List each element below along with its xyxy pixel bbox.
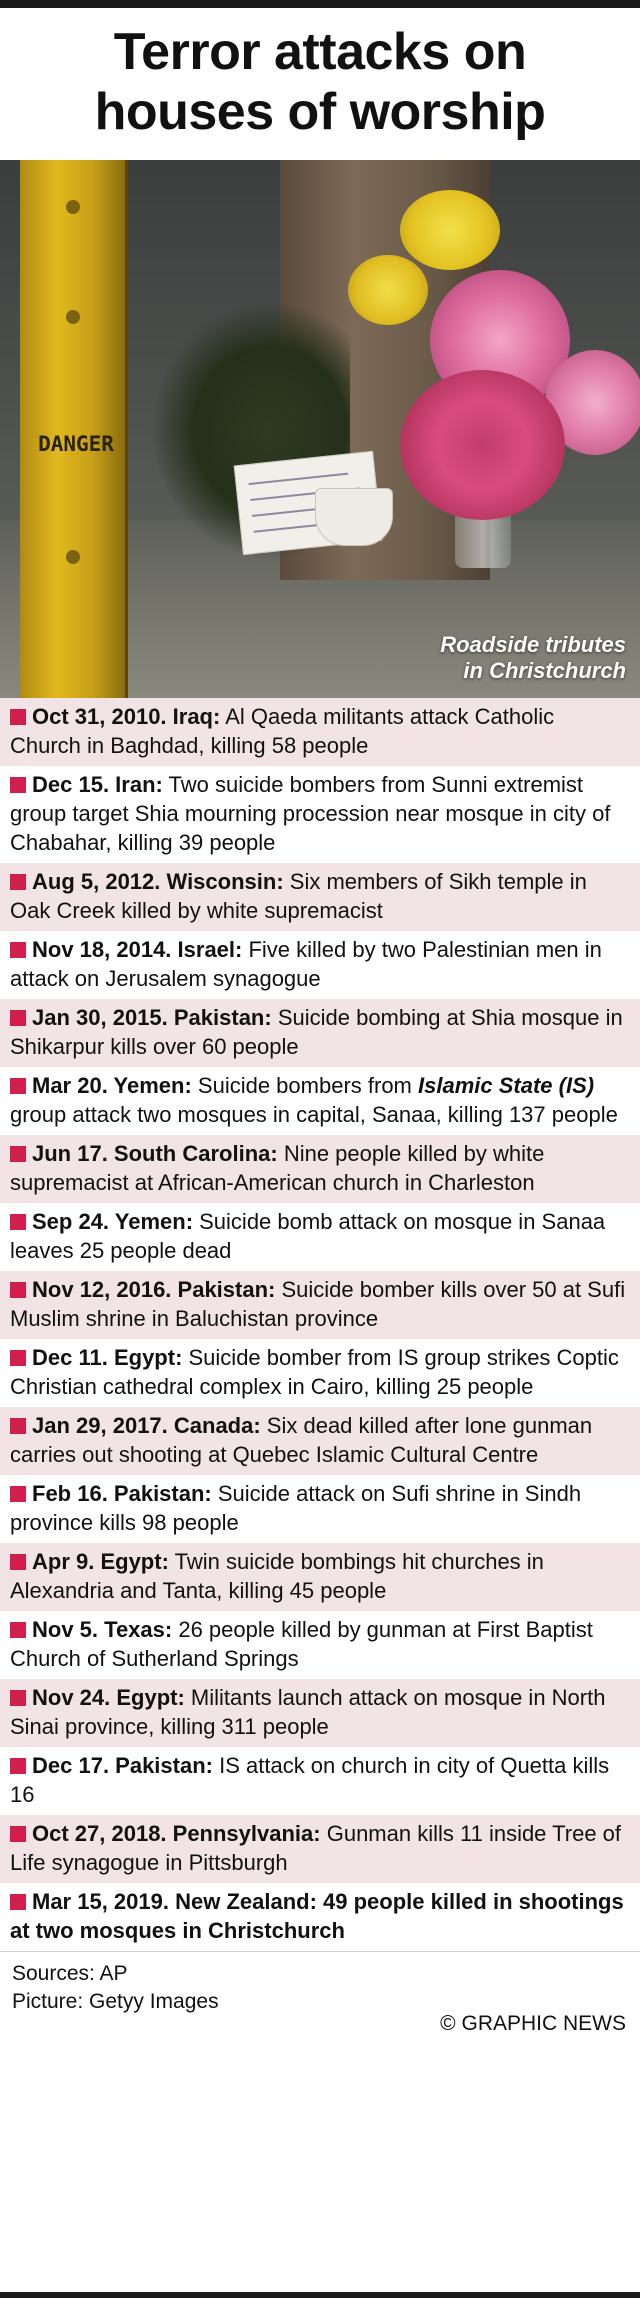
event-description: Suicide attack on Sufi shrine in Sindh province kills 98 people [10, 1481, 582, 1535]
event-description: Suicide bomb attack on mosque in Sanaa leaves 25 people dead [10, 1209, 606, 1263]
event-date-place: Dec 15. Iran: [32, 772, 163, 797]
event-description: Nine people killed by white supremacist at African-American church in Charleston [10, 1141, 545, 1195]
event-date-place: Feb 16. Pakistan: [32, 1481, 212, 1506]
bullet-square-icon [10, 1758, 26, 1774]
event-description: IS attack on church in city of Quetta kills 16 [10, 1753, 610, 1807]
bullet-square-icon [10, 1894, 26, 1910]
event-date-place: Mar 20. Yemen: [32, 1073, 192, 1098]
bullet-square-icon [10, 1146, 26, 1162]
event-description: Suicide bombers from [191, 1073, 418, 1098]
event-date-place: Dec 11. Egypt: [32, 1345, 183, 1370]
event-date-place: Jun 17. South Carolina: [32, 1141, 278, 1166]
bullet-square-icon [10, 1078, 26, 1094]
list-item [0, 931, 640, 999]
event-description: 26 people killed by gunman at First Baptist Church of Sutherland Springs [10, 1617, 593, 1671]
photo-caption: Roadside tributes in Christchurch [440, 632, 626, 683]
bullet-square-icon [10, 874, 26, 890]
event-date-place: Jan 30, 2015. Pakistan: [32, 1005, 272, 1030]
bolt-icon [66, 200, 80, 214]
list-item [0, 1475, 640, 1543]
event-date-place: Nov 5. Texas: [32, 1617, 173, 1642]
bullet-square-icon [10, 942, 26, 958]
event-date-place: Mar 15, 2019. New Zealand: [32, 1889, 317, 1914]
list-item [0, 1611, 640, 1679]
list-item [0, 1815, 640, 1883]
list-item [0, 1135, 640, 1203]
photo-candle-cup [315, 488, 393, 546]
yellow-flower-icon [348, 255, 428, 325]
bullet-square-icon [10, 1486, 26, 1502]
danger-sign-text: DANGER [38, 432, 114, 456]
title-line-2: houses of worship [94, 83, 546, 141]
event-date-place: Oct 27, 2018. Pennsylvania: [32, 1821, 321, 1846]
picture-credit-text: Picture: Getyy Images [12, 1990, 219, 2013]
bolt-icon [66, 310, 80, 324]
event-description: Gunman kills 11 inside Tree of Life synagogue in Pittsburgh [10, 1821, 622, 1875]
event-date-place: Aug 5, 2012. Wisconsin: [32, 869, 284, 894]
bullet-square-icon [10, 1826, 26, 1842]
list-item [0, 766, 640, 863]
event-date-place: Nov 12, 2016. Pakistan: [32, 1277, 276, 1302]
event-description: Twin suicide bombings hit churches in Alexandria and Tanta, killing 45 people [10, 1549, 544, 1603]
list-item [0, 1203, 640, 1271]
sources-text: Sources: AP [12, 1962, 128, 1985]
list-item [0, 1883, 640, 1951]
list-item [0, 1679, 640, 1747]
top-rule [0, 0, 640, 8]
list-item [0, 1271, 640, 1339]
event-date-place: Oct 31, 2010. Iraq: [32, 704, 221, 729]
event-date-place: Jan 29, 2017. Canada: [32, 1413, 261, 1438]
bullet-square-icon [10, 1622, 26, 1638]
bullet-square-icon [10, 1690, 26, 1706]
bolt-icon [66, 550, 80, 564]
photo-danger-post [20, 160, 128, 698]
events-list [0, 698, 640, 1951]
footer [0, 1951, 640, 2047]
bullet-square-icon [10, 1554, 26, 1570]
event-description: Five killed by two Palestinian men in attack on Jerusalem synagogue [10, 937, 602, 991]
bullet-square-icon [10, 1350, 26, 1366]
graphic-news-credit: © GRAPHIC NEWS [440, 2012, 626, 2035]
event-date-place: Nov 18, 2014. Israel: [32, 937, 243, 962]
event-description: Suicide bomber from IS group strikes Coptic Christian cathedral complex in Cairo, killing 25 people [10, 1345, 619, 1399]
list-item [0, 698, 640, 766]
list-item [0, 1067, 640, 1135]
event-description: Militants launch attack on mosque in North Sinai province, killing 311 people [10, 1685, 606, 1739]
event-description: Six members of Sikh temple in Oak Creek killed by white supremacist [10, 869, 587, 923]
event-description: Two suicide bombers from Sunni extremist group target Shia mourning procession near mosque in city of Chabahar, killing 39 people [10, 772, 611, 855]
bottom-rule [0, 2292, 640, 2298]
page-title [0, 8, 640, 160]
event-date-place: Apr 9. Egypt: [32, 1549, 169, 1574]
yellow-flower-icon [400, 190, 500, 270]
event-description: Al Qaeda militants attack Catholic Church in Baghdad, killing 58 people [10, 704, 555, 758]
list-item [0, 1339, 640, 1407]
bullet-square-icon [10, 1418, 26, 1434]
event-date-place: Nov 24. Egypt: [32, 1685, 185, 1710]
bullet-square-icon [10, 1010, 26, 1026]
event-description-cont: group attack two mosques in capital, Sanaa, killing 137 people [10, 1102, 618, 1127]
event-description: 49 people killed in shootings at two mosques in Christchurch [10, 1889, 624, 1943]
event-description: Suicide bomber kills over 50 at Sufi Muslim shrine in Baluchistan province [10, 1277, 626, 1331]
event-date-place: Sep 24. Yemen: [32, 1209, 194, 1234]
list-item [0, 1747, 640, 1815]
list-item [0, 1407, 640, 1475]
hero-photo [0, 160, 640, 698]
bullet-square-icon [10, 709, 26, 725]
event-date-place: Dec 17. Pakistan: [32, 1753, 213, 1778]
magenta-flower-icon [400, 370, 565, 520]
title-line-1: Terror attacks on [113, 23, 527, 81]
bullet-square-icon [10, 777, 26, 793]
list-item [0, 863, 640, 931]
bullet-square-icon [10, 1282, 26, 1298]
event-description: Suicide bombing at Shia mosque in Shikarpur kills over 60 people [10, 1005, 623, 1059]
list-item [0, 999, 640, 1067]
bullet-square-icon [10, 1214, 26, 1230]
event-emphasis: Islamic State (IS) [418, 1073, 595, 1098]
event-description: Six dead killed after lone gunman carries out shooting at Quebec Islamic Cultural Centre [10, 1413, 593, 1467]
list-item [0, 1543, 640, 1611]
